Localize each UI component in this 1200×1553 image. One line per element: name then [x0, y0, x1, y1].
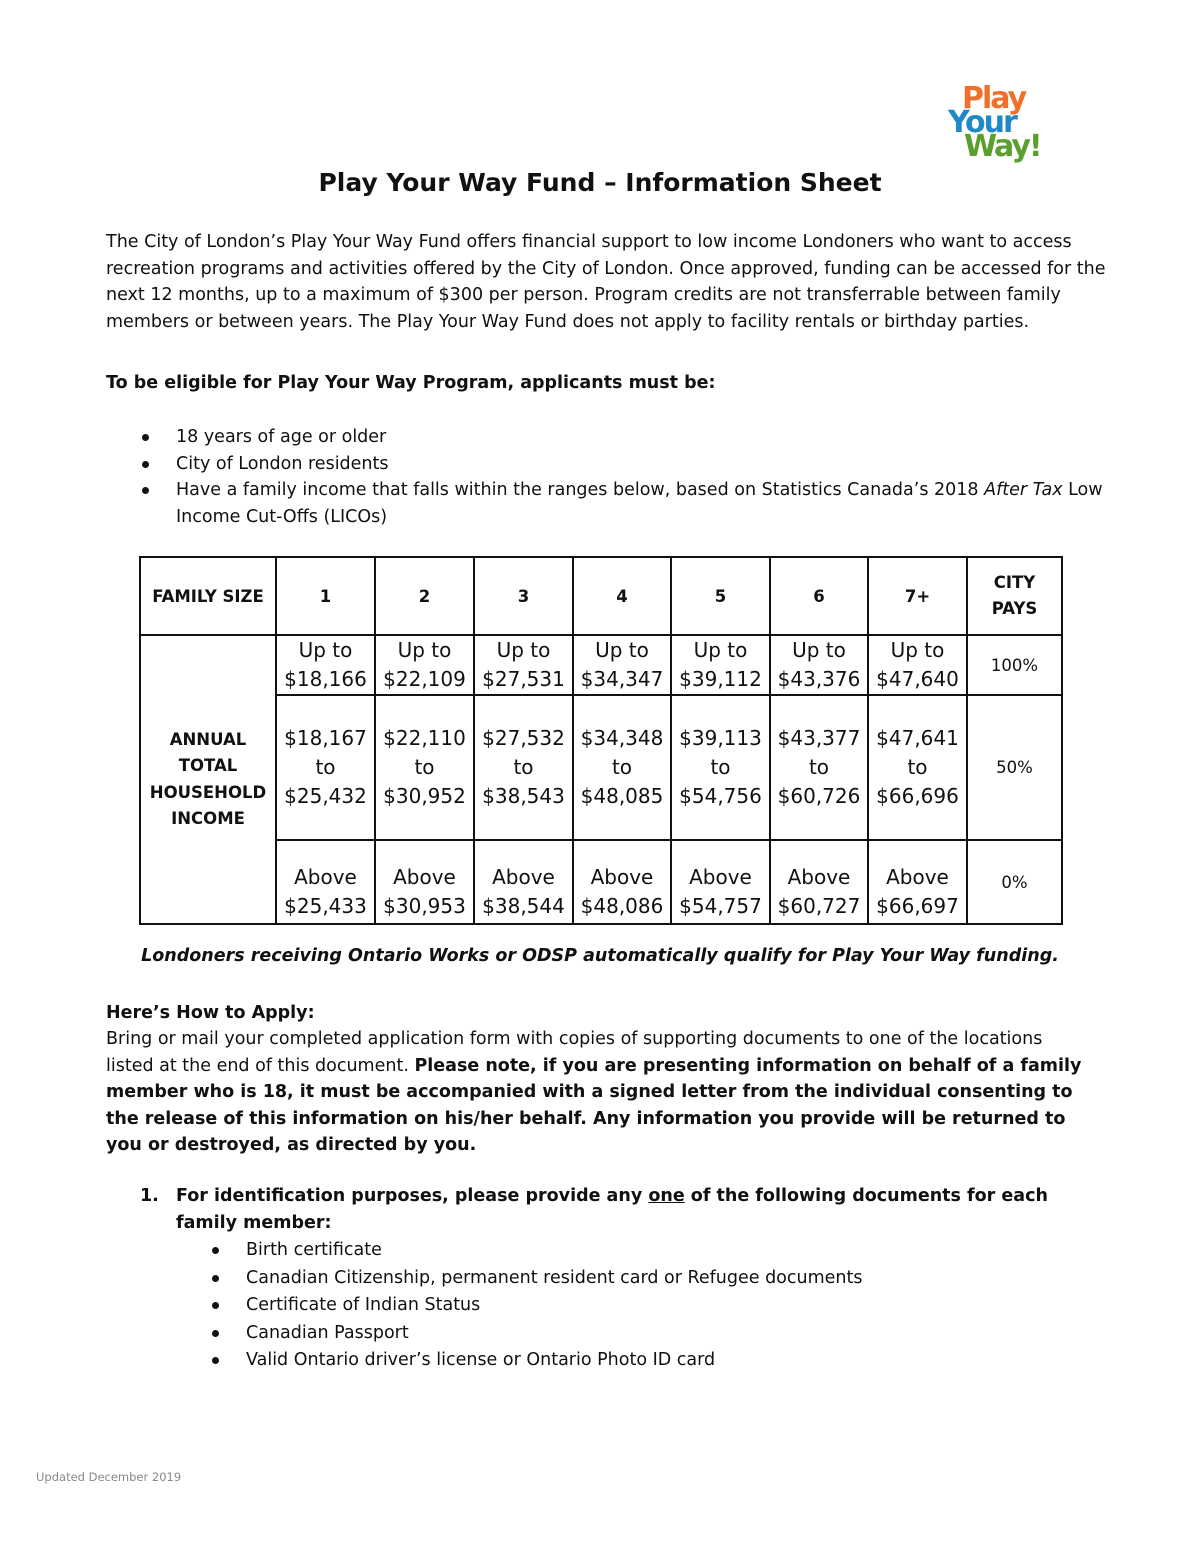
income-cell: [573, 695, 671, 840]
income-cell-line: $54,757: [679, 894, 762, 918]
income-cell-line: $39,113: [679, 726, 762, 750]
intro-paragraph: The City of London’s Play Your Way Fund offers financial support to low income Londoners who want to access recreation programs and activities offered by the City of London. Once approved, funding can be accessed for the next 12 months, up to a maximum of $300 per person. Program credits are not transferrable between family members or between years. The Play Your Way Fund does not apply to facility rentals or birthday parties.: [106, 232, 1106, 332]
income-cell: [573, 635, 671, 695]
income-cell-line: Above: [492, 865, 555, 889]
income-cell-line: to: [710, 755, 731, 779]
income-cell-line: $66,696: [876, 784, 959, 808]
income-cell-line: $25,433: [284, 894, 367, 918]
income-cell-line: $25,432: [284, 784, 367, 808]
ontario-works-note: Londoners receiving Ontario Works or ODSP automatically qualify for Play Your Way funding.: [141, 946, 1059, 966]
bullet-icon: [142, 461, 149, 468]
income-cell: [375, 840, 474, 924]
income-cell-line: to: [513, 755, 534, 779]
income-cell-line: $18,166: [284, 667, 367, 691]
eligibility-list: [106, 424, 1106, 530]
header-size-7plus: 7+: [868, 557, 967, 635]
income-cell-line: Up to: [397, 638, 452, 662]
logo-line-way: Way!: [964, 129, 1041, 164]
income-cell-line: to: [611, 755, 633, 779]
list-item: Birth certificate: [176, 1237, 1076, 1265]
list-item: Certificate of Indian Status: [176, 1292, 1076, 1320]
income-cell-line: to: [907, 755, 928, 779]
income-cell: [474, 635, 573, 695]
income-cell: [671, 840, 770, 924]
income-cell-line: Up to: [792, 638, 846, 662]
list-item: Have a family income that falls within the ranges below, based on Statistics Canada’s 2018 After Tax Low Income Cut-Offs (LICOs): [106, 477, 1106, 530]
header-size-2: 2: [375, 557, 474, 635]
header-city-pays: [967, 557, 1062, 635]
income-cell: [770, 695, 868, 840]
income-cell-line: $48,085: [580, 784, 664, 808]
income-cell-line: to: [414, 755, 435, 779]
income-cell-line: to: [808, 755, 830, 779]
apply-heading: Here’s How to Apply:: [106, 1003, 315, 1023]
income-cell-line: $39,112: [679, 667, 762, 691]
income-cell-line: $43,377: [777, 726, 861, 750]
table-body: [140, 635, 1062, 924]
income-cell-line: to: [315, 755, 336, 779]
income-cell-line: Up to: [298, 638, 353, 662]
list-item: 18 years of age or older: [106, 424, 1106, 451]
list-item: Canadian Passport: [176, 1320, 1076, 1348]
income-cell-line: Above: [393, 865, 456, 889]
income-cell-line: Above: [787, 865, 851, 889]
header-size-3: 3: [474, 557, 573, 635]
table-header-row: [140, 557, 1062, 635]
income-cell: [573, 840, 671, 924]
city-pays-cell: 0%: [967, 840, 1062, 924]
income-cell: [770, 635, 868, 695]
income-cell-line: $34,347: [580, 667, 664, 691]
income-cell: [276, 695, 375, 840]
table-row: [140, 840, 1062, 924]
income-cell-line: $18,167: [284, 726, 367, 750]
income-cell: [474, 695, 573, 840]
row-label-annual-income: ANNUAL TOTAL HOUSEHOLD INCOME: [140, 635, 276, 924]
list-item: Canadian Citizenship, permanent resident card or Refugee documents: [176, 1265, 1076, 1293]
income-cell-line: $60,726: [777, 784, 861, 808]
income-cell-line: $22,110: [383, 726, 466, 750]
header-size-5: 5: [671, 557, 770, 635]
table-row: [140, 635, 1062, 695]
play-your-way-logo: [946, 81, 1076, 164]
income-cell: [868, 635, 967, 695]
header-family-size: FAMILY SIZE: [140, 557, 276, 635]
income-cell-line: $34,348: [580, 726, 664, 750]
income-cell-line: $47,641: [876, 726, 959, 750]
income-cell: [276, 635, 375, 695]
logo-line-your: Your: [948, 105, 1016, 140]
income-table: [139, 556, 1063, 925]
bullet-icon: [212, 1302, 219, 1309]
income-cell-line: Above: [886, 865, 949, 889]
bullet-icon: [212, 1247, 219, 1254]
id-documents-list: [176, 1237, 1076, 1375]
bullet-icon: [212, 1357, 219, 1364]
income-cell-line: Above: [294, 865, 357, 889]
list-item: City of London residents: [106, 451, 1106, 478]
income-cell-line: $38,543: [482, 784, 565, 808]
income-cell-line: $66,697: [876, 894, 959, 918]
income-cell-line: Up to: [693, 638, 748, 662]
income-cell-line: $27,532: [482, 726, 565, 750]
income-cell-line: $47,640: [876, 667, 959, 691]
header-size-6: 6: [770, 557, 868, 635]
income-cell: [868, 840, 967, 924]
bullet-icon: [142, 487, 149, 494]
income-cell-line: Up to: [890, 638, 945, 662]
eligibility-heading: To be eligible for Play Your Way Program, applicants must be:: [106, 373, 716, 393]
table-row: [140, 695, 1062, 840]
income-cell: [276, 840, 375, 924]
city-pays-cell: 100%: [967, 635, 1062, 695]
updated-footer: Updated December 2019: [36, 1470, 182, 1484]
income-cell-line: Up to: [595, 638, 649, 662]
income-cell-line: $43,376: [777, 667, 861, 691]
income-cell: [671, 635, 770, 695]
header-size-1: 1: [276, 557, 375, 635]
income-cell-line: $27,531: [482, 667, 565, 691]
bullet-icon: [212, 1330, 219, 1337]
income-cell: [868, 695, 967, 840]
income-cell: [375, 635, 474, 695]
bullet-icon: [142, 434, 149, 441]
income-cell-line: $54,756: [679, 784, 762, 808]
bullet-icon: [212, 1275, 219, 1282]
header-size-4: 4: [573, 557, 671, 635]
page-title: Play Your Way Fund – Information Sheet: [318, 168, 882, 197]
income-cell: [770, 840, 868, 924]
income-cell: [474, 840, 573, 924]
income-cell-line: $30,952: [383, 784, 466, 808]
income-cell: [671, 695, 770, 840]
city-pays-cell: 50%: [967, 695, 1062, 840]
apply-paragraph: Bring or mail your completed application form with copies of supporting documents to one of the locations listed at the end of this document. Please note, if you are presenting information on behalf of a family member who is 18, it must be accompanied with a signed letter from the individual consenting to the release of this information on his/her behalf. Any information you provide will be returned to you or destroyed, as directed by you.: [106, 1029, 1082, 1155]
income-cell-line: $38,544: [482, 894, 565, 918]
income-cell-line: $22,109: [383, 667, 466, 691]
income-cell-line: Up to: [496, 638, 551, 662]
income-cell-line: $30,953: [383, 894, 466, 918]
income-cell-line: $60,727: [777, 894, 861, 918]
step-1-text: For identification purposes, please provide any one of the following documents for each family member:: [176, 1186, 1048, 1233]
step-1-number: 1.: [140, 1186, 159, 1206]
income-cell-line: Above: [689, 865, 752, 889]
header-city-pays-label: CITY PAYS: [991, 573, 1038, 618]
logo-line-play: Play: [962, 81, 1026, 116]
income-cell-line: Above: [590, 865, 654, 889]
list-item: Valid Ontario driver’s license or Ontario Photo ID card: [176, 1347, 1076, 1375]
income-cell-line: $48,086: [580, 894, 664, 918]
income-cell: [375, 695, 474, 840]
